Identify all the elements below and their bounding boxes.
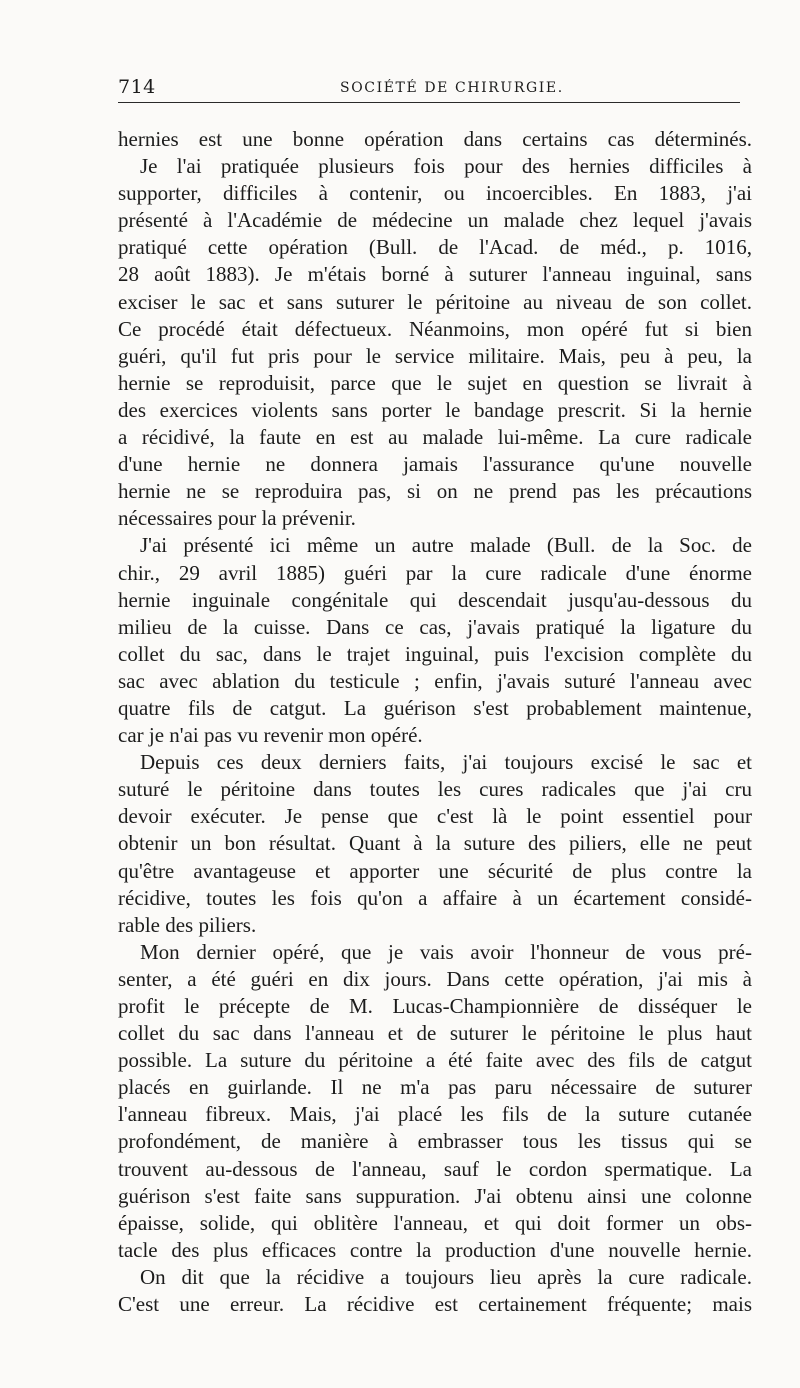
text-line: guérison s'est faite sans suppuration. J'ai obtenu ainsi une colonne — [118, 1183, 752, 1208]
text-line: a récidivé, la faute en est au malade lui-même. La cure radicale — [118, 425, 752, 450]
text-line: tacle des plus efficaces contre la production d'une nouvelle hernie. — [118, 1237, 752, 1262]
text-line: suturé le péritoine dans toutes les cures radicales que j'ai cru — [118, 777, 752, 802]
text-line: qu'être avantageuse et apporter une sécurité de plus contre la — [118, 858, 752, 883]
text-line: l'anneau fibreux. Mais, j'ai placé les fils de la suture cutanée — [118, 1102, 752, 1127]
text-line: sac avec ablation du testicule ; enfin, j'avais suturé l'anneau avec — [118, 668, 752, 693]
text-line: possible. La suture du péritoine a été faite avec des fils de catgut — [118, 1048, 752, 1073]
text-line: hernie inguinale congénitale qui descendait jusqu'au-dessous du — [118, 587, 752, 612]
body-text — [118, 126, 752, 1318]
text-line: récidive, toutes les fois qu'on a affaire à un écartement considé- — [118, 885, 752, 910]
text-line: collet du sac, dans le trajet inguinal, puis l'excision complète du — [118, 641, 752, 666]
text-line: milieu de la cuisse. Dans ce cas, j'avais pratiqué la ligature du — [118, 614, 752, 639]
text-line: quatre fils de catgut. La guérison s'est probablement maintenue, — [118, 695, 752, 720]
text-line: C'est une erreur. La récidive est certainement fréquente; mais — [118, 1292, 752, 1317]
running-head: SOCIÉTÉ DE CHIRURGIE. — [340, 80, 564, 96]
text-line: Depuis ces deux derniers faits, j'ai toujours excisé le sac et — [140, 750, 752, 775]
page-number: 714 — [118, 76, 156, 98]
page-header — [118, 72, 754, 102]
text-line: trouvent au-dessous de l'anneau, sauf le cordon spermatique. La — [118, 1156, 752, 1181]
text-line: pratiqué cette opération (Bull. de l'Acad. de méd., p. 1016, — [118, 235, 752, 260]
text-line: d'une hernie ne donnera jamais l'assurance qu'une nouvelle — [118, 452, 752, 477]
text-line: épaisse, solide, qui oblitère l'anneau, et qui doit former un obs- — [118, 1210, 752, 1235]
text-line: chir., 29 avril 1885) guéri par la cure radicale d'une énorme — [118, 560, 752, 585]
text-line: 28 août 1883). Je m'étais borné à suturer l'anneau inguinal, sans — [118, 262, 752, 287]
text-line: hernie ne se reproduira pas, si on ne prend pas les précautions — [118, 479, 752, 504]
text-line: hernies est une bonne opération dans certains cas déterminés. — [118, 127, 752, 151]
text-line: placés en guirlande. Il ne m'a pas paru nécessaire de suturer — [118, 1075, 752, 1100]
text-line: présenté à l'Académie de médecine un malade chez lequel j'avais — [118, 208, 752, 233]
text-line: exciser le sac et sans suturer le péritoine au niveau de son collet. — [118, 289, 752, 314]
text-line: nécessaires pour la prévenir. — [118, 506, 356, 531]
text-line: guéri, qu'il fut pris pour le service militaire. Mais, peu à peu, la — [118, 343, 752, 368]
text-line: hernie se reproduisit, parce que le sujet en question se livrait à — [118, 370, 752, 395]
text-line: obtenir un bon résultat. Quant à la suture des piliers, elle ne peut — [118, 831, 752, 856]
text-line: Je l'ai pratiquée plusieurs fois pour des hernies difficiles à — [140, 154, 752, 179]
text-line: supporter, difficiles à contenir, ou incoercibles. En 1883, j'ai — [118, 181, 752, 206]
header-rule — [118, 102, 740, 103]
text-line: car je n'ai pas vu revenir mon opéré. — [118, 723, 423, 748]
text-line: Mon dernier opéré, que je vais avoir l'honneur de vous pré- — [140, 939, 752, 964]
text-line: profondément, de manière à embrasser tous les tissus qui se — [118, 1129, 752, 1154]
text-line: rable des piliers. — [118, 912, 257, 937]
text-line: des exercices violents sans porter le bandage prescrit. Si la hernie — [118, 397, 752, 422]
text-line: On dit que la récidive a toujours lieu après la cure radicale. — [140, 1264, 752, 1289]
text-line: devoir exécuter. Je pense que c'est là le point essentiel pour — [118, 804, 752, 829]
text-line: J'ai présenté ici même un autre malade (Bull. de la Soc. de — [140, 533, 752, 558]
text-line: collet du sac dans l'anneau et de suturer le péritoine le plus haut — [118, 1021, 752, 1046]
text-line: Ce procédé était défectueux. Néanmoins, mon opéré fut si bien — [118, 316, 752, 341]
text-line: senter, a été guéri en dix jours. Dans cette opération, j'ai mis à — [118, 966, 752, 991]
text-line: profit le précepte de M. Lucas-Championnière de disséquer le — [118, 994, 752, 1018]
